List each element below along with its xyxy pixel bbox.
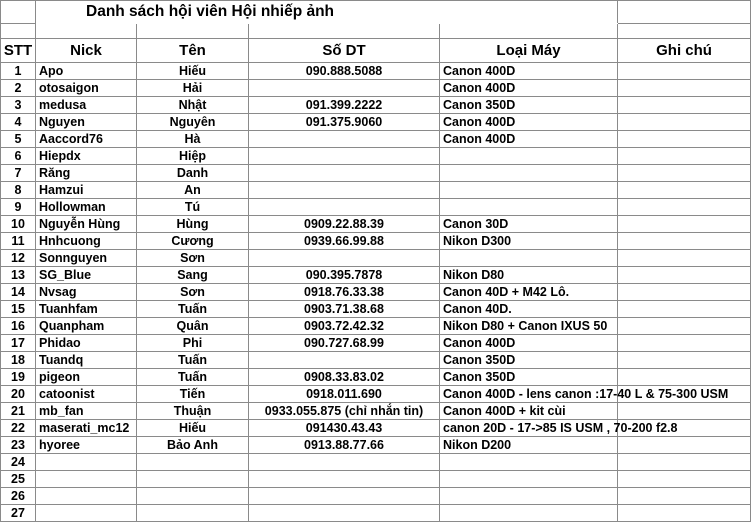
cell-ten[interactable]: Hiếu [137,420,249,437]
table-row [1,250,751,267]
cell-stt[interactable]: 4 [1,114,36,131]
cell-stt[interactable]: 5 [1,131,36,148]
cell-note[interactable] [618,216,751,233]
table-row [1,114,751,131]
cell-note[interactable] [618,148,751,165]
cell-stt[interactable]: 17 [1,335,36,352]
cell-camera[interactable]: Canon 30D [440,216,618,233]
cell-stt[interactable]: 24 [1,454,36,471]
cell-ten[interactable]: Quân [137,318,249,335]
cell-camera[interactable] [440,454,618,471]
cell-ten[interactable]: Sơn [137,284,249,301]
cell-nick[interactable]: otosaigon [36,80,137,97]
table-row [1,165,751,182]
spacer-row [1,24,751,39]
header-nick[interactable]: Nick [36,39,137,63]
cell-phone[interactable]: 0939.66.99.88 [249,233,440,250]
cell-stt[interactable]: 26 [1,488,36,505]
cell-camera[interactable]: Canon 400D - lens canon :17-40 L & 75-300 USM [440,386,618,403]
cell-nick[interactable]: pigeon [36,369,137,386]
cell-stt[interactable]: 25 [1,471,36,488]
table-body [1,1,751,522]
cell-phone[interactable]: 091.375.9060 [249,114,440,131]
table-row [1,301,751,318]
cell-empty[interactable] [440,24,618,39]
header-stt[interactable]: STT [1,39,36,63]
cell-nick[interactable]: SG_Blue [36,267,137,284]
cell-ten[interactable]: Hà [137,131,249,148]
cell-ten[interactable] [137,471,249,488]
cell-stt[interactable]: 18 [1,352,36,369]
header-note[interactable]: Ghi chú [618,39,751,63]
table-row [1,386,751,403]
cell-phone[interactable]: 0918.011.690 [249,386,440,403]
table-row [1,199,751,216]
cell-camera[interactable]: Canon 400D [440,335,618,352]
cell-note[interactable] [618,335,751,352]
cell-stt[interactable]: 6 [1,148,36,165]
cell-stt[interactable]: 1 [1,63,36,80]
cell-ten[interactable]: Tiến [137,386,249,403]
cell-phone[interactable]: 090.888.5088 [249,63,440,80]
table-row [1,131,751,148]
cell-ten[interactable]: An [137,182,249,199]
cell-note[interactable] [618,454,751,471]
table-row [1,403,751,420]
cell-empty[interactable] [137,24,249,39]
cell-nick[interactable] [36,488,137,505]
cell-stt[interactable]: 19 [1,369,36,386]
cell-phone[interactable]: 0903.71.38.68 [249,301,440,318]
cell-ten[interactable]: Phi [137,335,249,352]
table-row [1,216,751,233]
cell-ten[interactable]: Cương [137,233,249,250]
cell-empty[interactable] [249,24,440,39]
cell-note[interactable] [618,199,751,216]
cell-ten[interactable]: Nguyên [137,114,249,131]
cell-stt[interactable]: 7 [1,165,36,182]
table-row [1,471,751,488]
cell-stt[interactable]: 23 [1,437,36,454]
title-row [1,1,751,24]
cell-stt[interactable]: 21 [1,403,36,420]
cell-nick[interactable]: Quanpham [36,318,137,335]
table-row [1,97,751,114]
cell-nick[interactable]: Hollowman [36,199,137,216]
cell-phone[interactable] [249,199,440,216]
cell-nick[interactable]: Nguyễn Hùng [36,216,137,233]
cell-stt[interactable]: 13 [1,267,36,284]
cell-note[interactable] [618,114,751,131]
cell-camera[interactable]: Canon 400D + kit cùi [440,403,618,420]
cell-stt[interactable]: 27 [1,505,36,522]
cell-phone[interactable]: 091.399.2222 [249,97,440,114]
table-row [1,437,751,454]
cell-nick[interactable]: Phidao [36,335,137,352]
cell-ten[interactable]: Hùng [137,216,249,233]
table-row [1,420,751,437]
table-row [1,63,751,80]
cell-ten[interactable]: Tuấn [137,352,249,369]
cell-camera[interactable]: canon 20D - 17->85 IS USM , 70-200 f2.8 [440,420,618,437]
header-phone[interactable]: Số DT [249,39,440,63]
cell-note[interactable] [618,403,751,420]
cell-stt[interactable]: 8 [1,182,36,199]
cell-phone[interactable]: 0918.76.33.38 [249,284,440,301]
cell-phone[interactable]: 0908.33.83.02 [249,369,440,386]
header-row [1,39,751,63]
cell-phone[interactable]: 090.395.7878 [249,267,440,284]
table-row [1,233,751,250]
cell-camera[interactable]: Nikon D80 + Canon IXUS 50 [440,318,618,335]
cell-nick[interactable]: Hnhcuong [36,233,137,250]
cell-nick[interactable]: Aaccord76 [36,131,137,148]
cell-phone[interactable] [249,250,440,267]
cell-camera[interactable] [440,165,618,182]
cell-nick[interactable] [36,505,137,522]
cell-phone[interactable] [249,454,440,471]
table-row [1,488,751,505]
cell-phone[interactable]: 090.727.68.99 [249,335,440,352]
header-ten[interactable]: Tên [137,39,249,63]
cell-phone[interactable]: 0933.055.875 (chỉ nhắn tin) [249,403,440,420]
cell-ten[interactable]: Nhật [137,97,249,114]
cell-ten[interactable]: Hiệp [137,148,249,165]
cell-ten[interactable]: Thuận [137,403,249,420]
table-row [1,318,751,335]
cell-phone[interactable] [249,352,440,369]
cell-nick[interactable]: maserati_mc12 [36,420,137,437]
cell-empty[interactable] [36,24,137,39]
cell-nick[interactable]: Apo [36,63,137,80]
table-row [1,267,751,284]
cell-stt[interactable]: 15 [1,301,36,318]
cell-ten[interactable] [137,488,249,505]
cell-camera[interactable] [440,488,618,505]
cell-nick[interactable]: Nguyen [36,114,137,131]
table-row [1,80,751,97]
cell-note[interactable] [618,352,751,369]
cell-nick[interactable]: Tuanhfam [36,301,137,318]
cell-stt[interactable]: 12 [1,250,36,267]
cell-camera[interactable] [440,471,618,488]
cell-phone[interactable] [249,80,440,97]
table-row [1,182,751,199]
cell-camera[interactable]: Canon 400D [440,80,618,97]
cell-camera[interactable] [440,148,618,165]
cell-note[interactable] [618,284,751,301]
cell-stt[interactable]: 11 [1,233,36,250]
cell-note[interactable] [618,301,751,318]
cell-empty[interactable] [1,1,36,24]
cell-empty[interactable] [1,24,36,39]
cell-ten[interactable]: Tuấn [137,301,249,318]
cell-stt[interactable]: 22 [1,420,36,437]
cell-note[interactable] [618,318,751,335]
cell-camera[interactable]: Canon 400D [440,63,618,80]
cell-note[interactable] [618,267,751,284]
cell-note[interactable] [618,182,751,199]
cell-camera[interactable]: Canon 350D [440,352,618,369]
cell-ten[interactable] [137,505,249,522]
cell-nick[interactable]: Hiepdx [36,148,137,165]
table-row [1,352,751,369]
cell-camera[interactable]: Canon 350D [440,369,618,386]
cell-nick[interactable]: catoonist [36,386,137,403]
cell-phone[interactable] [249,165,440,182]
cell-note[interactable] [618,131,751,148]
table-row [1,335,751,352]
cell-note[interactable] [618,250,751,267]
cell-ten[interactable]: Bảo Anh [137,437,249,454]
cell-camera[interactable]: Nikon D80 [440,267,618,284]
cell-empty[interactable] [618,1,751,24]
table-row [1,284,751,301]
cell-camera[interactable]: Nikon D300 [440,233,618,250]
cell-ten[interactable]: Hải [137,80,249,97]
cell-ten[interactable]: Tuấn [137,369,249,386]
cell-camera[interactable]: Canon 400D [440,131,618,148]
sheet-title[interactable]: Danh sách hội viên Hội nhiếp ảnh [36,1,618,24]
cell-camera[interactable]: Nikon D200 [440,437,618,454]
cell-stt[interactable]: 10 [1,216,36,233]
cell-camera[interactable] [440,250,618,267]
cell-camera[interactable]: Canon 350D [440,97,618,114]
table-row [1,505,751,522]
cell-nick[interactable]: Tuandq [36,352,137,369]
cell-phone[interactable] [249,131,440,148]
cell-note[interactable] [618,97,751,114]
cell-camera[interactable]: Canon 400D [440,114,618,131]
cell-phone[interactable] [249,471,440,488]
cell-ten[interactable] [137,454,249,471]
cell-nick[interactable]: mb_fan [36,403,137,420]
cell-stt[interactable]: 3 [1,97,36,114]
cell-nick[interactable]: medusa [36,97,137,114]
cell-note[interactable] [618,369,751,386]
cell-phone[interactable] [249,148,440,165]
cell-empty[interactable] [618,24,751,39]
cell-ten[interactable]: Sang [137,267,249,284]
cell-ten[interactable]: Hiếu [137,63,249,80]
cell-note[interactable] [618,63,751,80]
cell-phone[interactable] [249,182,440,199]
cell-camera[interactable]: Canon 40D + M42 Lô. [440,284,618,301]
cell-phone[interactable]: 0913.88.77.66 [249,437,440,454]
header-camera[interactable]: Loại Máy [440,39,618,63]
cell-stt[interactable]: 16 [1,318,36,335]
table-row [1,454,751,471]
cell-note[interactable] [618,437,751,454]
cell-note[interactable] [618,165,751,182]
cell-nick[interactable] [36,471,137,488]
cell-camera[interactable] [440,182,618,199]
cell-nick[interactable]: Hamzui [36,182,137,199]
cell-ten[interactable]: Tú [137,199,249,216]
cell-camera[interactable] [440,199,618,216]
cell-phone[interactable]: 0903.72.42.32 [249,318,440,335]
cell-note[interactable] [618,505,751,522]
cell-ten[interactable]: Sơn [137,250,249,267]
cell-phone[interactable]: 0909.22.88.39 [249,216,440,233]
table-row [1,369,751,386]
cell-note[interactable] [618,233,751,250]
cell-camera[interactable] [440,505,618,522]
table-row [1,148,751,165]
cell-stt[interactable]: 2 [1,80,36,97]
cell-stt[interactable]: 14 [1,284,36,301]
cell-stt[interactable]: 20 [1,386,36,403]
cell-nick[interactable]: Nvsag [36,284,137,301]
cell-stt[interactable]: 9 [1,199,36,216]
cell-note[interactable] [618,488,751,505]
cell-note[interactable] [618,80,751,97]
cell-camera[interactable]: Canon 40D. [440,301,618,318]
cell-nick[interactable]: Răng [36,165,137,182]
cell-phone[interactable]: 091430.43.43 [249,420,440,437]
cell-note[interactable] [618,471,751,488]
cell-nick[interactable]: hyoree [36,437,137,454]
cell-phone[interactable] [249,488,440,505]
cell-ten[interactable]: Danh [137,165,249,182]
cell-nick[interactable]: Sonnguyen [36,250,137,267]
cell-phone[interactable] [249,505,440,522]
cell-nick[interactable] [36,454,137,471]
